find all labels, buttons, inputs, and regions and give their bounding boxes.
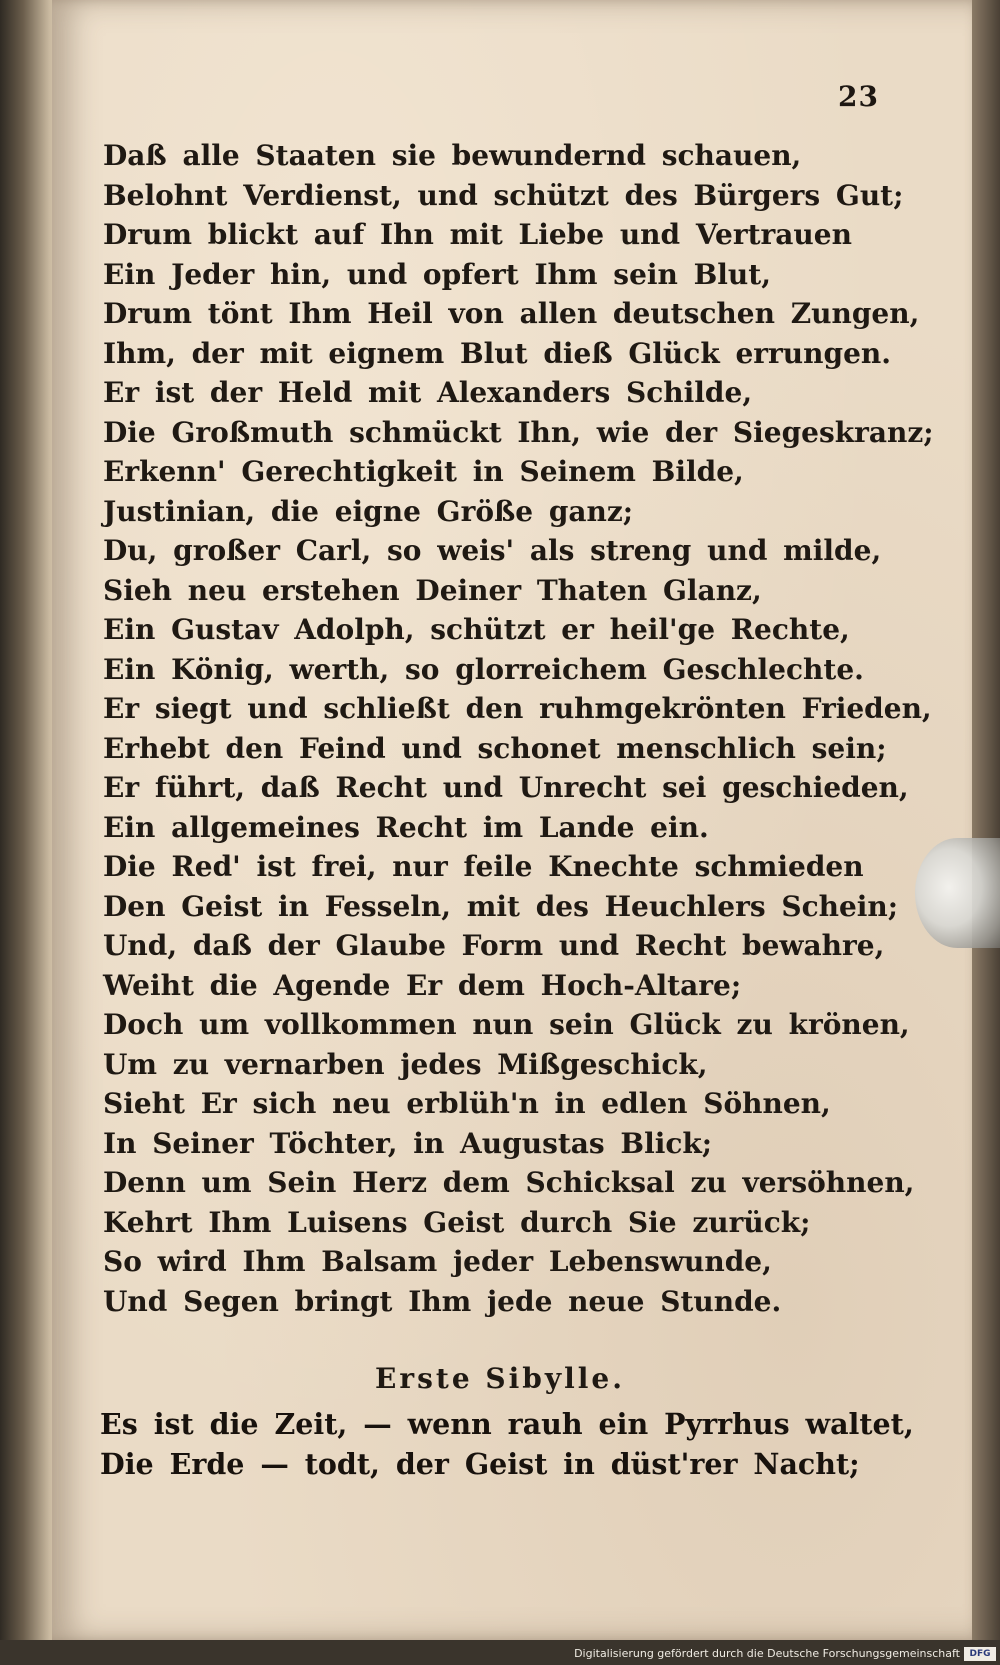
poem-line: Sieht Er sich neu erblüh'n in edlen Söhnen, bbox=[103, 1087, 831, 1120]
dfg-logo: DFG bbox=[964, 1647, 996, 1661]
poem-line: So wird Ihm Balsam jeder Lebenswunde, bbox=[103, 1245, 772, 1278]
poem-stanza-1 bbox=[103, 136, 934, 1321]
poem-line: Um zu vernarben jedes Mißgeschick, bbox=[103, 1047, 708, 1081]
poem-line: Kehrt Ihm Luisens Geist durch Sie zurück; bbox=[103, 1205, 811, 1239]
poem-line: Die Erde — todt, der Geist in düst'rer Nacht; bbox=[100, 1447, 860, 1481]
poem-line: In Seiner Töchter, in Augustas Blick; bbox=[103, 1126, 713, 1160]
poem-line: Erkenn' Gerechtigkeit in Seinem Bilde, bbox=[103, 455, 744, 488]
footer-credit: Digitalisierung gefördert durch die Deutsche Forschungsgemeinschaft bbox=[574, 1647, 960, 1660]
poem-line: Und Segen bringt Ihm jede neue Stunde. bbox=[103, 1284, 782, 1318]
poem-line: Ein Jeder hin, und opfert Ihm sein Blut, bbox=[103, 257, 771, 291]
poem-line: Sieh neu erstehen Deiner Thaten Glanz, bbox=[103, 573, 762, 607]
poem-line: Doch um vollkommen nun sein Glück zu krönen, bbox=[103, 1008, 910, 1041]
poem-line: Denn um Sein Herz dem Schicksal zu versöhnen, bbox=[103, 1166, 915, 1199]
poem-line: Ein Gustav Adolph, schützt er heil'ge Rechte, bbox=[103, 613, 850, 646]
page-number: 23 bbox=[838, 80, 879, 113]
poem-line: Den Geist in Fesseln, mit des Heuchlers Schein; bbox=[103, 889, 899, 923]
poem-line: Er führt, daß Recht und Unrecht sei geschieden, bbox=[103, 771, 909, 804]
poem-line: Ihm, der mit eignem Blut dieß Glück errungen. bbox=[103, 336, 892, 370]
poem-line: Belohnt Verdienst, und schützt des Bürgers Gut; bbox=[103, 178, 904, 212]
poem-line: Es ist die Zeit, — wenn rauh ein Pyrrhus waltet, bbox=[100, 1407, 914, 1441]
poem-stanza-2 bbox=[100, 1404, 920, 1484]
poem-line: Die Großmuth schmückt Ihn, wie der Siegeskranz; bbox=[103, 415, 934, 449]
poem-line: Drum tönt Ihm Heil von allen deutschen Zungen, bbox=[103, 297, 920, 330]
poem-line: Die Red' ist frei, nur feile Knechte schmieden bbox=[103, 850, 864, 883]
poem-line: Du, großer Carl, so weis' als streng und milde, bbox=[103, 534, 882, 567]
poem-line: Justinian, die eigne Größe ganz; bbox=[103, 494, 634, 528]
section-heading: Erste Sibylle. bbox=[375, 1362, 625, 1395]
poem-line: Ein allgemeines Recht im Lande ein. bbox=[103, 810, 709, 844]
footer-bar bbox=[0, 1640, 1000, 1665]
scanner-clip bbox=[915, 838, 1000, 948]
poem-line: Er siegt und schließt den ruhmgekrönten Frieden, bbox=[103, 692, 932, 725]
poem-line: Daß alle Staaten sie bewundernd schauen, bbox=[103, 139, 802, 172]
poem-line: Und, daß der Glaube Form und Recht bewahre, bbox=[103, 929, 885, 962]
poem-line: Drum blickt auf Ihn mit Liebe und Vertrauen bbox=[103, 218, 852, 251]
poem-line: Er ist der Held mit Alexanders Schilde, bbox=[103, 376, 753, 409]
poem-line: Weiht die Agende Er dem Hoch-Altare; bbox=[103, 968, 742, 1002]
poem-line: Erhebt den Feind und schonet menschlich sein; bbox=[103, 731, 887, 765]
poem-line: Ein König, werth, so glorreichem Geschlechte. bbox=[103, 652, 864, 686]
